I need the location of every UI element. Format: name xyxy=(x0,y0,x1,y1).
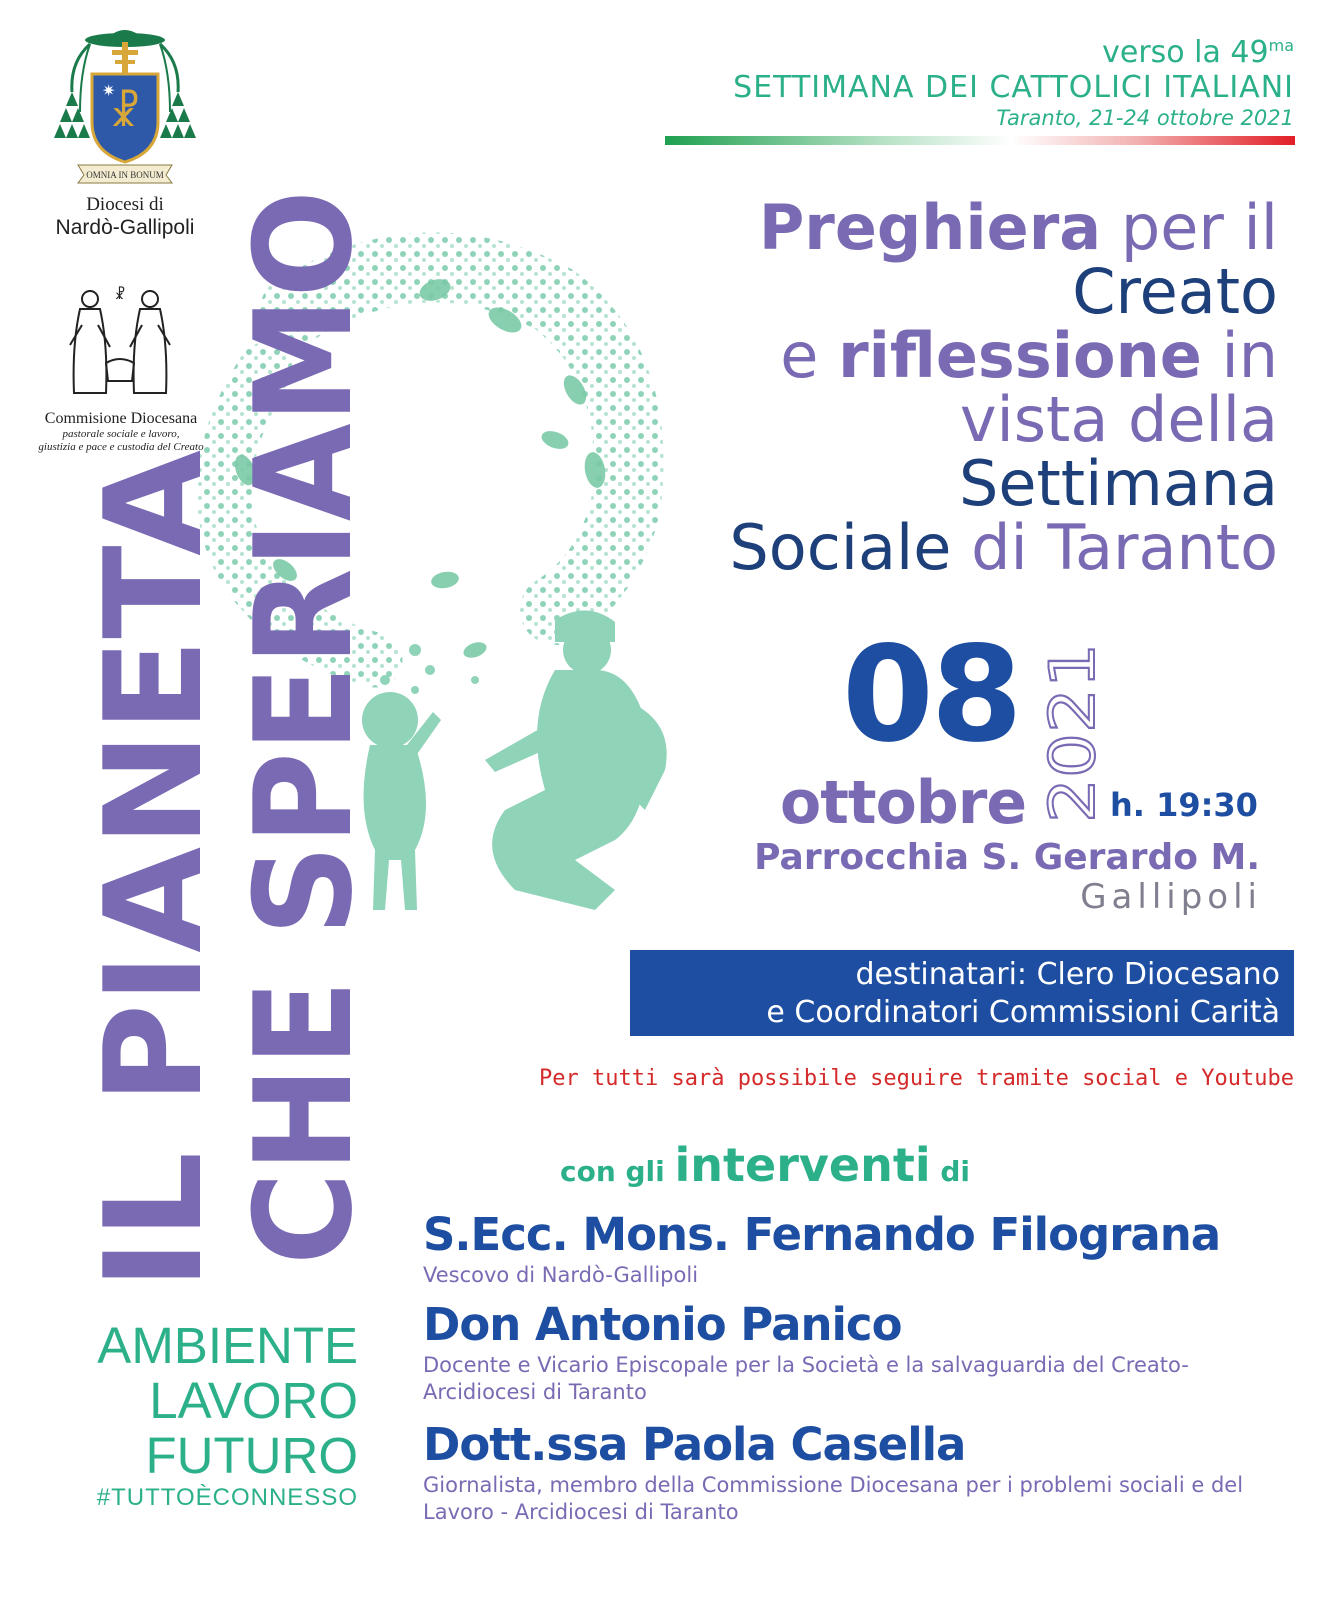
interventi-post: di xyxy=(930,1155,970,1188)
event-header xyxy=(594,28,1294,131)
event-city: Gallipoli xyxy=(1080,877,1262,917)
header-line1 xyxy=(594,28,1294,71)
heading-e: e xyxy=(780,319,839,392)
hashtag: #TUTTOÈCONNESSO xyxy=(96,1484,358,1511)
audience-line1: destinatari: Clero Diocesano xyxy=(855,957,1280,992)
speaker-name: Don Antonio Panico xyxy=(423,1298,902,1351)
svg-text:✷: ✷ xyxy=(102,81,116,100)
event-month: ottobre xyxy=(780,768,1027,838)
heading-creato: Creato xyxy=(1072,255,1278,328)
event-year xyxy=(1036,638,1109,823)
speaker-3 xyxy=(423,1418,1303,1526)
svg-text:☧: ☧ xyxy=(109,90,141,136)
audience-box xyxy=(630,950,1294,1036)
speaker-role-line2: Arcidiocesi di Taranto xyxy=(423,1380,647,1404)
theme-tags xyxy=(40,1318,358,1513)
speaker-role-line2: Lavoro - Arcidiocesi di Taranto xyxy=(423,1500,739,1524)
speaker-2 xyxy=(423,1298,1303,1406)
event-day: 08 xyxy=(842,618,1020,772)
header-line3: Taranto, 21-24 ottobre 2021 xyxy=(996,106,1294,130)
main-heading xyxy=(638,191,1278,584)
streaming-notice: Per tutti sarà possibile seguire tramite social e Youtube xyxy=(539,1066,1294,1091)
interventi-pre: con gli xyxy=(560,1155,675,1188)
header-edition: verso la 49 xyxy=(1102,35,1269,70)
diocese-name-line2: Nardò-Gallipoli xyxy=(55,216,195,239)
heading-di-taranto: di Taranto xyxy=(951,511,1278,584)
speaker-role-line1: Vescovo di Nardò-Gallipoli xyxy=(423,1263,699,1287)
heading-riflessione: riflessione xyxy=(838,319,1202,392)
heading-in: in xyxy=(1201,319,1278,392)
diocese-name-line1: Diocesi di xyxy=(86,194,164,215)
event-venue: Parrocchia S. Gerardo M. xyxy=(754,837,1260,878)
vertical-title-line1: IL PIANETA xyxy=(76,467,232,1290)
interventi-main: interventi xyxy=(674,1138,931,1192)
speaker-1 xyxy=(423,1208,1303,1289)
episcopal-crest-icon xyxy=(50,22,200,187)
heading-preghiera: Preghiera xyxy=(758,191,1102,264)
speaker-name: Dott.ssa Paola Casella xyxy=(423,1418,966,1471)
tag-ambiente: AMBIENTE xyxy=(97,1317,358,1374)
speaker-name: S.Ecc. Mons. Fernando Filograna xyxy=(423,1208,1221,1261)
heading-settimana: Settimana xyxy=(958,447,1278,520)
interventi-label xyxy=(560,1138,1180,1192)
speaker-role-line1: Giornalista, membro della Commissione Diocesana per i problemi sociali e del xyxy=(423,1473,1244,1497)
vertical-title-line2: CHE SPERIAMO xyxy=(226,126,382,1265)
crest-motto: OMNIA IN BONUM xyxy=(86,170,164,180)
svg-text:☧: ☧ xyxy=(114,287,126,303)
tag-futuro: FUTURO xyxy=(145,1427,358,1484)
header-line2: SETTIMANA DEI CATTOLICI ITALIANI xyxy=(733,70,1294,105)
audience-line2: e Coordinatori Commissioni Carità xyxy=(766,995,1280,1030)
commission-subtitle-line2: giustizia e pace e custodia del Creato xyxy=(38,441,204,453)
tag-lavoro: LAVORO xyxy=(149,1372,358,1429)
event-time: h. 19:30 xyxy=(1110,786,1258,824)
header-edition-sup: ma xyxy=(1268,36,1294,55)
commission-subtitle-line1: pastorale sociale e lavoro, xyxy=(62,428,180,440)
heading-sociale: Sociale xyxy=(729,511,952,584)
speaker-role-line1: Docente e Vicario Episcopale per la Società e la salvaguardia del Creato- xyxy=(423,1353,1189,1377)
tricolor-divider xyxy=(665,136,1295,145)
heading-per-il: per il xyxy=(1101,191,1278,264)
heading-vista-della: vista della xyxy=(959,383,1278,456)
event-year-text: 2021 xyxy=(1036,665,1109,823)
commission-title: Commisione Diocesana xyxy=(44,410,198,427)
